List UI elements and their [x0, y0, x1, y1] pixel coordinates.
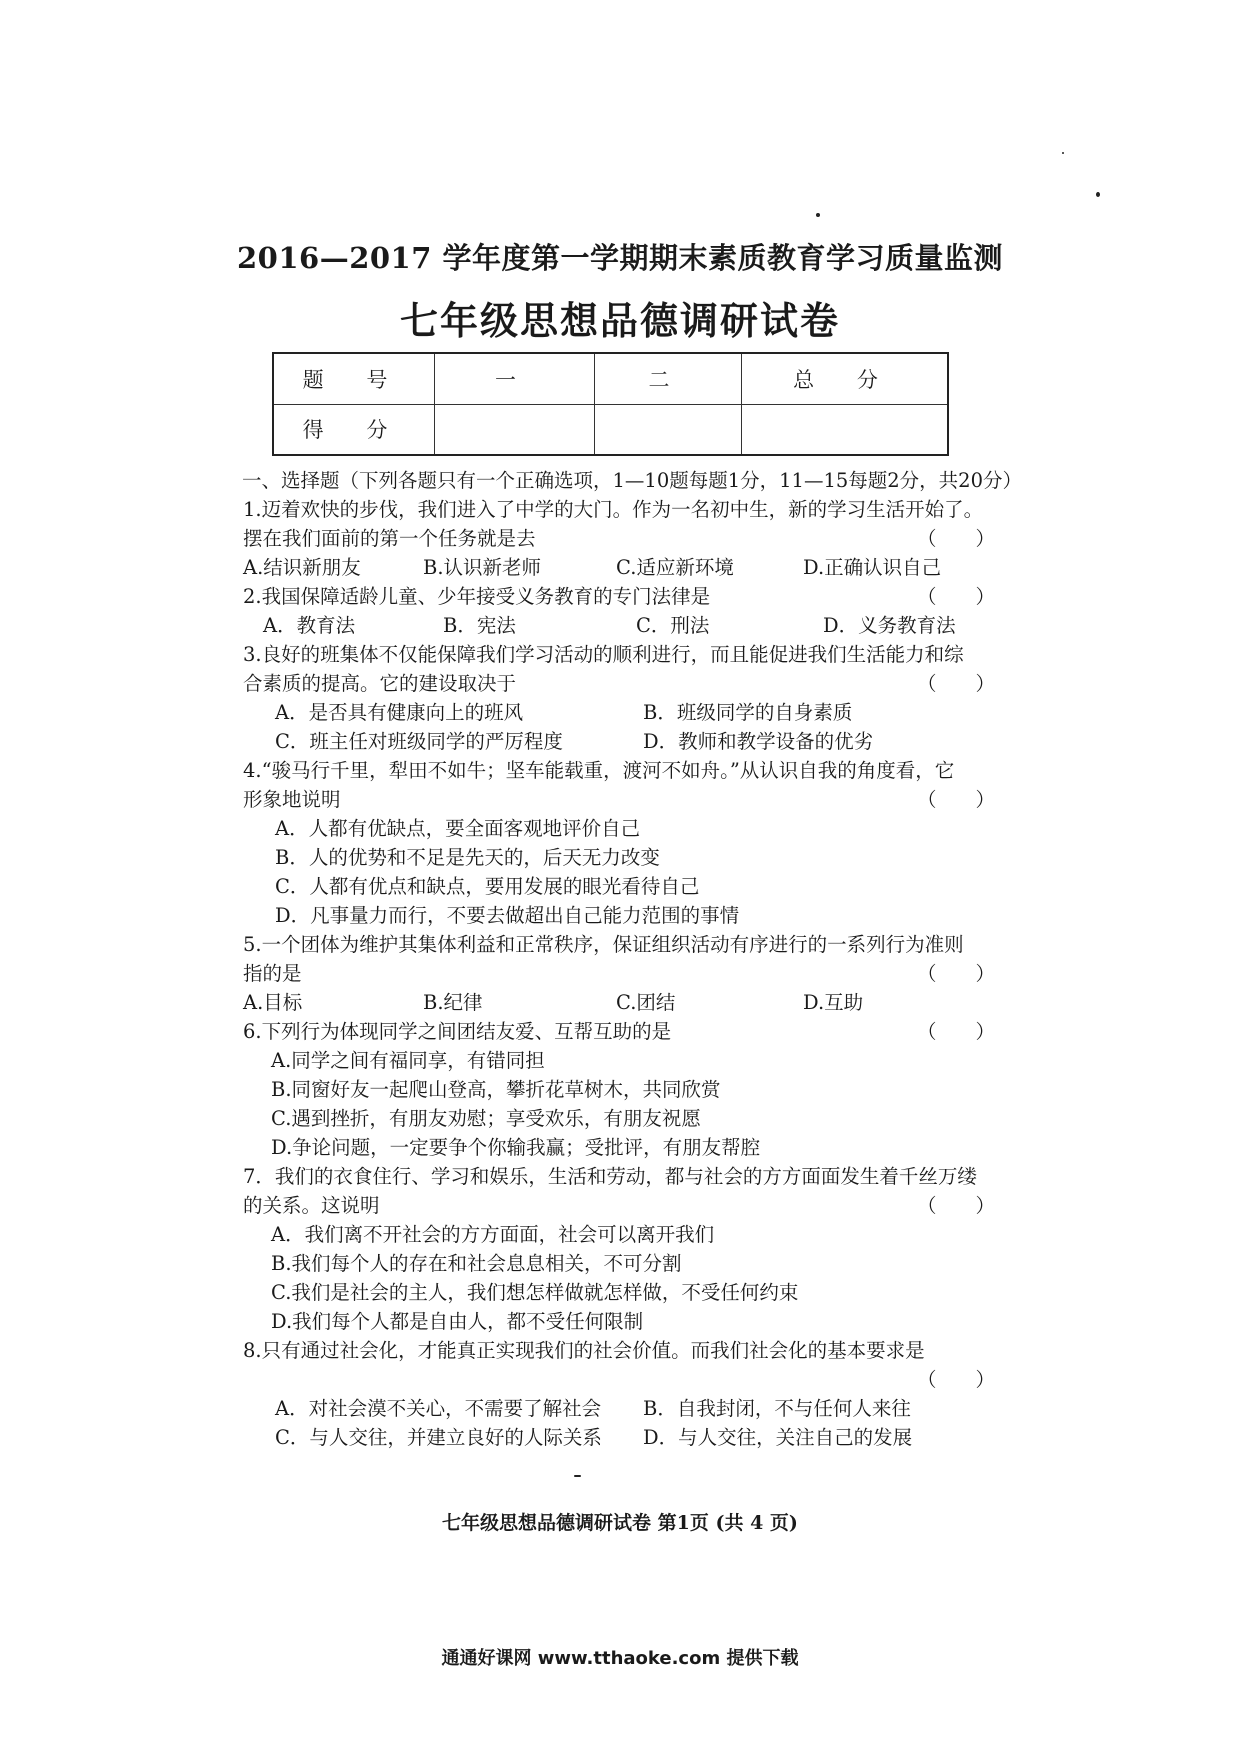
question-stem — [243, 1365, 1003, 1394]
question-stem: 7．我们的衣食住行、学习和娱乐，生活和劳动，都与社会的方方面面发生着千丝万缕 — [243, 1165, 977, 1188]
question-options — [243, 1394, 1003, 1423]
option: C.我们是社会的主人，我们想怎样做就怎样做，不受任何约束 — [271, 1281, 799, 1304]
option: A．对社会漠不关心，不需要了解社会 — [275, 1397, 602, 1420]
question-options — [243, 611, 1003, 640]
question-section — [242, 466, 1022, 1452]
option: A.同学之间有福同享，有错同担 — [271, 1049, 545, 1072]
answer-blank: （ ） — [916, 672, 995, 695]
question-options — [243, 553, 1003, 582]
question-options — [243, 988, 1003, 1017]
question-stem — [243, 959, 1003, 988]
question-stem — [243, 1017, 1003, 1046]
score-cell: 二 — [595, 353, 742, 404]
option: A．是否具有健康向上的班风 — [275, 701, 524, 724]
score-cell — [595, 404, 742, 455]
question-stem: 4.“骏马行千里，犁田不如牛；坚车能载重，渡河不如舟。”从认识自我的角度看，它 — [243, 759, 955, 782]
option: D．义务教育法 — [823, 614, 956, 637]
score-cell: 得 分 — [273, 404, 435, 455]
answer-blank: （ ） — [916, 1368, 995, 1391]
question-stem-text: 6.下列行为体现同学之间团结友爱、互帮互助的是 — [243, 1020, 672, 1043]
option: A．我们离不开社会的方方面面，社会可以离开我们 — [271, 1223, 715, 1246]
option: D．与人交往，关注自己的发展 — [643, 1426, 913, 1449]
question-stem — [243, 524, 1003, 553]
question-stem-text: 的关系。这说明 — [243, 1194, 380, 1217]
option: B．自我封闭，不与任何人来往 — [643, 1397, 911, 1420]
score-cell: 总 分 — [742, 353, 949, 404]
option: A．人都有优缺点，要全面客观地评价自己 — [275, 817, 641, 840]
option: D．教师和教学设备的优劣 — [643, 730, 874, 753]
score-table — [272, 352, 949, 456]
option: C.适应新环境 — [616, 556, 734, 579]
option: D.争论问题，一定要争个你输我赢；受批评，有朋友帮腔 — [271, 1136, 761, 1159]
question-stem: 8.只有通过社会化，才能真正实现我们的社会价值。而我们社会化的基本要求是 — [243, 1339, 925, 1362]
score-cell — [742, 404, 949, 455]
score-cell — [435, 404, 595, 455]
exam-title-line2: 七年级思想品德调研试卷 — [399, 298, 840, 343]
question-options — [243, 698, 1003, 727]
option: A.目标 — [243, 991, 303, 1014]
answer-blank: （ ） — [916, 1194, 995, 1217]
option: C.遇到挫折，有朋友劝慰；享受欢乐，有朋友祝愿 — [271, 1107, 701, 1130]
exam-title-line1: 2016—2017 学年度第一学期期末素质教育学习质量监测 — [236, 241, 1004, 275]
option: C．刑法 — [636, 614, 710, 637]
option: C．班主任对班级同学的严厉程度 — [275, 730, 563, 753]
answer-blank: （ ） — [916, 585, 995, 608]
question-stem-text: 指的是 — [243, 962, 302, 985]
question-stem-text: 合素质的提高。它的建设取决于 — [243, 672, 517, 695]
question-stem-text: 2.我国保障适龄儿童、少年接受义务教育的专门法律是 — [243, 585, 711, 608]
option: B.我们每个人的存在和社会息息相关，不可分割 — [271, 1252, 682, 1275]
option: D.我们每个人都是自由人，都不受任何限制 — [271, 1310, 644, 1333]
score-table-header-row — [273, 353, 948, 404]
option: B.同窗好友一起爬山登高，攀折花草树木，共同欣赏 — [271, 1078, 721, 1101]
option: D.互助 — [803, 991, 864, 1014]
option: B．班级同学的自身素质 — [643, 701, 853, 724]
question-stem-text: 摆在我们面前的第一个任务就是去 — [243, 527, 536, 550]
question-stem: 1.迈着欢快的步伐，我们进入了中学的大门。作为一名初中生，新的学习生活开始了。 — [243, 498, 984, 521]
question-stem — [243, 1191, 1003, 1220]
question-stem — [243, 785, 1003, 814]
download-credit: 通通好课网 www.tthaoke.com 提供下载 — [441, 1648, 799, 1669]
scan-speck — [816, 213, 820, 217]
page-footer: 七年级思想品德调研试卷 第1页 (共 4 页) — [442, 1512, 798, 1534]
score-cell: 一 — [435, 353, 595, 404]
option: D．凡事量力而行，不要去做超出自己能力范围的事情 — [275, 904, 740, 927]
scan-speck — [574, 1475, 581, 1477]
option: B．人的优势和不足是先天的，后天无力改变 — [275, 846, 660, 869]
option: B.纪律 — [423, 991, 483, 1014]
question-stem — [243, 669, 1003, 698]
option: C.团结 — [616, 991, 676, 1014]
option: A．教育法 — [263, 614, 356, 637]
scan-speck — [1062, 152, 1064, 154]
score-cell: 题 号 — [273, 353, 435, 404]
score-table-score-row — [273, 404, 948, 455]
question-stem: 5.一个团体为维护其集体利益和正常秩序，保证组织活动有序进行的一系列行为准则 — [243, 933, 964, 956]
question-stem: 3.良好的班集体不仅能保障我们学习活动的顺利进行，而且能促进我们生活能力和综 — [243, 643, 964, 666]
answer-blank: （ ） — [916, 1020, 995, 1043]
answer-blank: （ ） — [916, 962, 995, 985]
option: C．与人交往，并建立良好的人际关系 — [275, 1426, 602, 1449]
question-options — [243, 1423, 1003, 1452]
option: B．宪法 — [443, 614, 516, 637]
question-stem — [243, 582, 1003, 611]
question-options — [243, 727, 1003, 756]
option: B.认识新老师 — [423, 556, 542, 579]
question-stem-text: 形象地说明 — [243, 788, 341, 811]
option: A.结识新朋友 — [243, 556, 361, 579]
answer-blank: （ ） — [916, 527, 995, 550]
option: D.正确认识自己 — [803, 556, 942, 579]
section-heading: 一、选择题（下列各题只有一个正确选项，1—10题每题1分，11—15每题2分，共20分） — [242, 469, 1022, 492]
option: C．人都有优点和缺点，要用发展的眼光看待自己 — [275, 875, 700, 898]
answer-blank: （ ） — [916, 788, 995, 811]
scan-speck — [1096, 192, 1100, 197]
